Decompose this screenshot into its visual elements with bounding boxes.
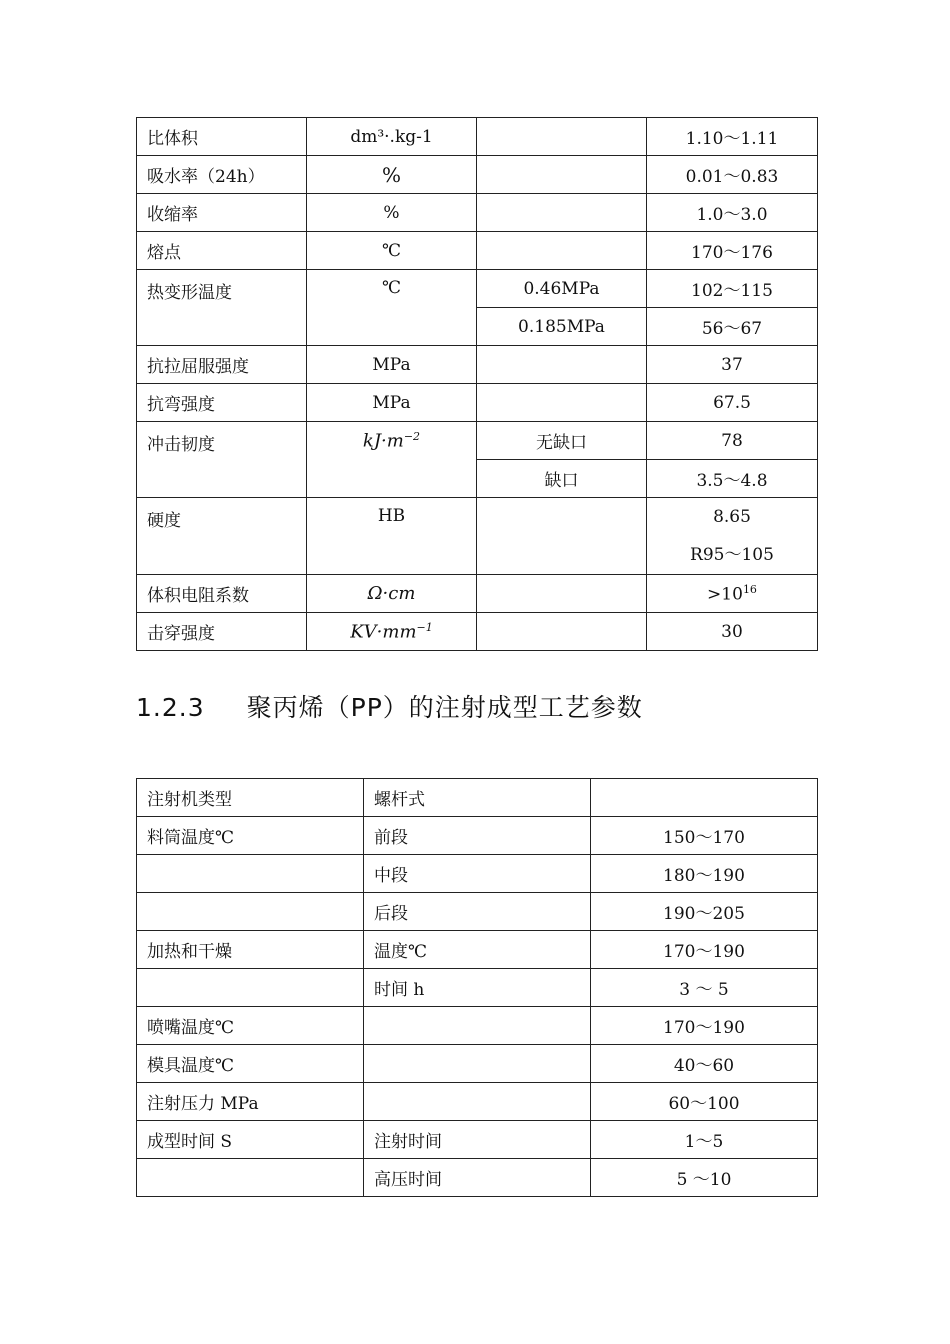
property-condition [477,613,647,651]
table-row [137,422,818,460]
property-condition [477,346,647,384]
property-condition [477,498,647,575]
parameter-sub [364,1083,591,1121]
table-row [137,1083,818,1121]
property-condition [477,118,647,156]
property-value: 67.5 [647,384,818,422]
parameter-value: 170～190 [591,931,818,969]
property-condition [477,575,647,613]
property-unit: ℃ [307,270,477,346]
parameter-name: 注射压力 MPa [137,1083,364,1121]
section-number: 1.2.3 [136,693,205,722]
parameter-name [137,893,364,931]
property-unit: % [307,156,477,194]
property-value-cell [647,575,818,613]
table-row [137,1121,818,1159]
parameter-value: 5 ～10 [591,1159,818,1197]
property-unit: ℃ [307,232,477,270]
property-value: 56～67 [647,308,818,346]
property-unit: kJ·m [362,430,404,452]
property-condition [477,156,647,194]
property-condition [477,194,647,232]
property-value-cell [647,498,818,575]
table-row [137,575,818,613]
parameter-name: 加热和干燥 [137,931,364,969]
property-unit-cell [307,613,477,651]
property-value: 170～176 [647,232,818,270]
property-condition [477,384,647,422]
property-value: 102～115 [647,270,818,308]
property-unit: KV·mm [350,621,417,643]
property-unit: % [307,194,477,232]
unit-exponent: −2 [403,430,421,443]
parameter-sub: 温度℃ [364,931,591,969]
injection-parameters-table [136,778,818,1197]
property-unit-cell [307,422,477,498]
property-value-secondary: R95～105 [690,545,774,565]
table-row [137,384,818,422]
parameter-value: 180～190 [591,855,818,893]
table-row [137,613,818,651]
property-value: 78 [647,422,818,460]
parameter-sub [364,1007,591,1045]
table-row [137,1159,818,1197]
table-row [137,232,818,270]
property-condition: 0.46MPa [477,270,647,308]
parameter-name [137,855,364,893]
property-condition: 缺口 [477,460,647,498]
property-value: 1.0～3.0 [647,194,818,232]
property-value: >10 [707,584,743,605]
property-name: 体积电阻系数 [137,575,307,613]
table-row [137,270,818,308]
parameter-value: 1～5 [591,1121,818,1159]
table-row [137,817,818,855]
property-name: 比体积 [137,118,307,156]
parameter-name: 料筒温度℃ [137,817,364,855]
property-name: 抗弯强度 [137,384,307,422]
property-value: 37 [647,346,818,384]
property-condition [477,232,647,270]
parameter-name: 喷嘴温度℃ [137,1007,364,1045]
table-row [137,194,818,232]
parameter-value [591,779,818,817]
property-value: 3.5～4.8 [647,460,818,498]
parameter-sub: 后段 [364,893,591,931]
property-name: 冲击韧度 [137,422,307,498]
parameter-value: 170～190 [591,1007,818,1045]
property-unit: MPa [307,384,477,422]
value-exponent: 16 [742,582,757,596]
property-condition: 0.185MPa [477,308,647,346]
table-row [137,931,818,969]
property-value: 0.01～0.83 [647,156,818,194]
table-row [137,893,818,931]
parameter-value: 60～100 [591,1083,818,1121]
property-name: 击穿强度 [137,613,307,651]
parameter-sub: 高压时间 [364,1159,591,1197]
parameter-value: 40～60 [591,1045,818,1083]
table-row [137,1007,818,1045]
parameter-sub: 中段 [364,855,591,893]
table-row [137,498,818,575]
parameter-value: 150～170 [591,817,818,855]
table-row [137,1045,818,1083]
table-row [137,779,818,817]
property-value: 30 [647,613,818,651]
parameter-sub: 前段 [364,817,591,855]
parameter-name: 注射机类型 [137,779,364,817]
parameter-sub: 注射时间 [364,1121,591,1159]
table-row [137,969,818,1007]
parameter-value: 3 ～ 5 [591,969,818,1007]
property-unit: dm³·.kg-1 [307,118,477,156]
property-unit: MPa [307,346,477,384]
parameter-name [137,1159,364,1197]
parameter-value: 190～205 [591,893,818,931]
property-name: 收缩率 [137,194,307,232]
property-name: 熔点 [137,232,307,270]
table-row [137,855,818,893]
parameter-sub: 螺杆式 [364,779,591,817]
properties-table [136,117,818,651]
unit-exponent: −1 [416,620,433,634]
parameter-sub: 时间 h [364,969,591,1007]
table-row [137,156,818,194]
property-condition: 无缺口 [477,422,647,460]
table-row [137,118,818,156]
property-value: 1.10～1.11 [647,118,818,156]
parameter-name: 成型时间 S [137,1121,364,1159]
property-name: 吸水率（24h） [137,156,307,194]
section-heading [136,688,643,724]
section-title: 聚丙烯（PP）的注射成型工艺参数 [246,693,643,722]
table-row [137,346,818,384]
property-unit: Ω·cm [307,575,477,613]
property-name: 抗拉屈服强度 [137,346,307,384]
property-name: 硬度 [137,498,307,575]
property-value: 8.65 [713,507,751,527]
parameter-sub [364,1045,591,1083]
property-name: 热变形温度 [137,270,307,346]
parameter-name: 模具温度℃ [137,1045,364,1083]
parameter-name [137,969,364,1007]
property-unit: HB [307,498,477,575]
